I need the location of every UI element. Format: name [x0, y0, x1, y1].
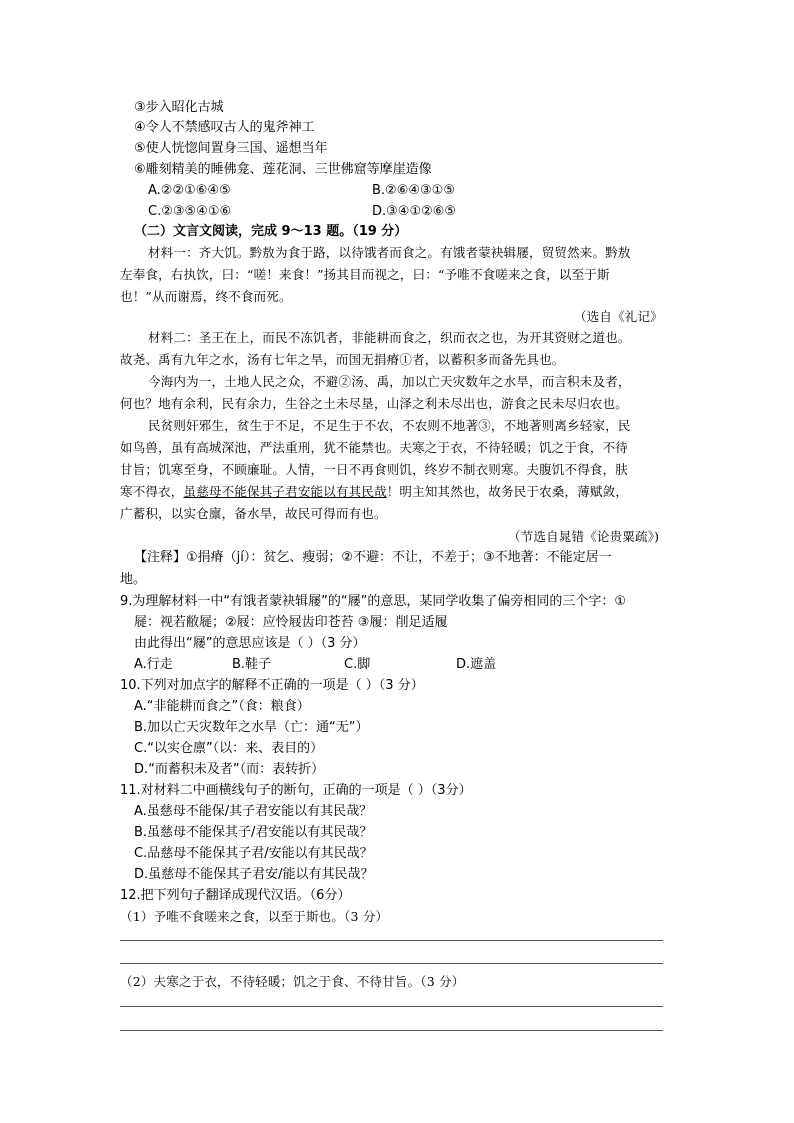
section-title: （二）文言文阅读，完成 9～13 题。（19 分）	[134, 224, 408, 239]
material1-line: 左奉食，右执饮，曰：“嗟！来食！”扬其目而视之，曰：“予唯不食嗟来之食，以至于斯	[120, 267, 610, 282]
material2-line: 今海内为一，土地人民之众，不避②汤、禹，加以亡天灾数年之水旱，而言积未及者，	[148, 374, 631, 389]
underlined-sentence: 虽慈母不能保其子君安能以有其民哉	[183, 484, 387, 499]
q9-option-d: D.遮盖	[456, 657, 497, 672]
material2-line: 何也？地有余利，民有余力，生谷之土未尽垦，山泽之利未尽出也，游食之民未尽归农也。	[120, 396, 629, 411]
order-item-3: ③步入昭化古城	[134, 100, 224, 115]
material2-line: 如鸟兽，虽有高城深池，严法重刑，犹不能禁也。夫寒之于衣，不待轻暖；饥之于食，不待	[120, 440, 629, 455]
material2-line: 甘旨；饥寒至身，不顾廉耻。人情，一日不再食则饥，终岁不制衣则寒。夫腹饥不得食，肤	[120, 462, 629, 477]
material2-line: 材料二：圣王在上，而民不冻饥者，非能耕而食之，织而衣之也，为开其资财之道也。	[148, 330, 631, 345]
order-item-6: ⑥雕刻精美的睡佛龛、莲花洞、三世佛窟等摩崖造像	[134, 162, 432, 177]
q11-option: B.虽慈母不能保其子/君安能以有其民哉？	[134, 825, 373, 840]
q10-option: C.“以实仓廪”（以：来、表目的）	[134, 741, 324, 756]
material2-line: 广蓄积，以实仓廪，备水旱，故民可得而有也。	[120, 506, 387, 521]
q9-stem: 屣：视若敝屣；②屐：应怜屐齿印苍苔 ③履：削足适履	[134, 615, 448, 630]
q12-sentence-2: （2）夫寒之于衣，不待轻暖；饥之于食、不待甘旨。（3 分）	[120, 974, 465, 989]
material2-source: （节选自晁错《论贵粟疏》)	[508, 529, 660, 544]
q10-option: B.加以亡天灾数年之水旱（亡：通“无”）	[134, 720, 369, 735]
answer-line[interactable]	[120, 940, 663, 941]
order-option-b: B.②⑥④③①⑤	[372, 183, 455, 198]
order-option-d: D.③④①②⑥⑤	[372, 204, 457, 219]
q11-option: C.品慈母不能保其子君/安能以有其民哉？	[134, 846, 373, 861]
notes-line: 【注释】①捐瘠（jí）：贫乞、瘦弱；②不避：不让，不差于；③不地著：不能定居一	[134, 550, 612, 565]
material2-line-8	[120, 482, 628, 502]
order-item-5: ⑤使人恍惚间置身三国、遥想当年	[134, 141, 328, 156]
q9-option-c: C.脚	[344, 657, 371, 672]
notes-line: 地。	[120, 572, 147, 587]
q12-sentence-1: （1）予唯不食嗟来之食，以至于斯也。（3 分）	[120, 909, 389, 924]
order-option-a: A.②②①⑥④⑤	[148, 183, 231, 198]
q10-option: D.“而蓄积未及者”（而：表转折）	[134, 762, 325, 777]
answer-line[interactable]	[120, 1006, 663, 1007]
material2-line: 故尧、禹有九年之水，汤有七年之旱，而国无捐瘠①者，以蓄积多而备先具也。	[120, 352, 565, 367]
q11-stem: 11.对材料二中画横线句子的断句，正确的一项是（ ）（3分）	[120, 783, 472, 798]
q10-stem: 10.下列对加点字的解释不正确的一项是（ ）（3 分）	[120, 678, 424, 693]
q9-stem: 由此得出“屦”的意思应该是（ ）（3 分）	[134, 636, 366, 651]
material2-line: 民贫则奸邪生，贫生于不足，不足生于不农，不农则不地著③，不地著则离乡轻家，民	[148, 418, 631, 433]
material1-line: 也！”从而谢焉，终不食而死。	[120, 289, 292, 304]
material2-line-8-pre: 寒不得衣，	[120, 484, 184, 499]
order-option-c: C.②③⑤④①⑥	[148, 204, 232, 219]
answer-line[interactable]	[120, 1030, 663, 1031]
answer-line[interactable]	[120, 963, 663, 964]
q11-option: D.虽慈母不能保其子君安/能以有其民哉？	[134, 867, 374, 882]
q9-stem: 9.为理解材料一中“有饿者蒙袂辑屦”的“屦”的意思，某同学收集了偏旁相同的三个字：①	[120, 594, 626, 609]
order-item-4: ④令人不禁感叹古人的鬼斧神工	[134, 120, 315, 135]
material2-line-8-post: ！明主知其然也，故务民于农桑，薄赋敛，	[386, 484, 629, 499]
material1-source: （选自《礼记》	[574, 309, 663, 324]
material1-line: 材料一：齐大饥。黔敖为食于路，以待饿者而食之。有饿者蒙袂辑屦，贸贸然来。黔敖	[148, 245, 631, 260]
q9-option-a: A.行走	[134, 657, 173, 672]
q11-option: A.虽慈母不能保/其子君安能以有其民哉？	[134, 804, 373, 819]
q9-option-b: B.鞋子	[232, 657, 272, 672]
q10-option: A.“非能耕而食之”（食：粮食）	[134, 699, 310, 714]
q12-stem: 12.把下列句子翻译成现代汉语。（6分）	[120, 888, 351, 903]
